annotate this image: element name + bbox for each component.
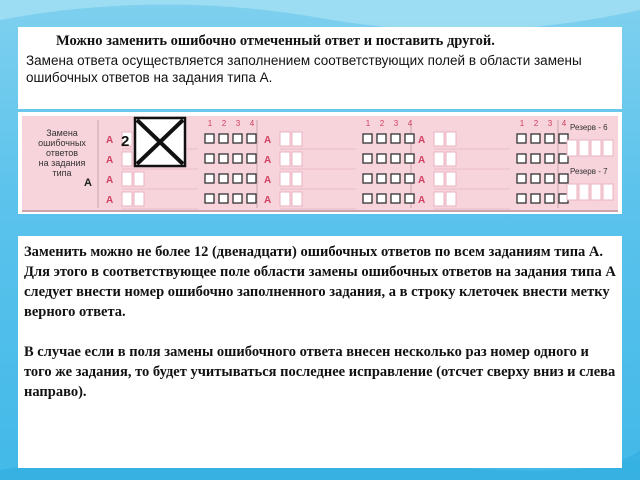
row-letter: А xyxy=(264,155,272,166)
answer-box xyxy=(545,194,554,203)
answer-box xyxy=(559,174,568,183)
answer-box xyxy=(363,174,372,183)
answer-box xyxy=(377,194,386,203)
reserve-cell xyxy=(591,140,601,156)
column-header: 1 xyxy=(519,119,525,128)
reserve-cell xyxy=(579,184,589,200)
answer-box xyxy=(531,134,540,143)
number-cell xyxy=(292,192,302,206)
number-cell xyxy=(434,132,444,146)
number-cell xyxy=(446,192,456,206)
answer-box xyxy=(205,174,214,183)
number-cell xyxy=(280,192,290,206)
row-letter: А xyxy=(106,195,114,206)
answer-box xyxy=(531,194,540,203)
answer-box xyxy=(219,194,228,203)
number-cell xyxy=(280,132,290,146)
column-header: 3 xyxy=(547,119,553,128)
rule-duplicates: В случае если в поля замены ошибочного ответа внесен несколько раз номер одного и того же задания, то будет учитываться последнее исправление (отсчет сверху вниз и слева направо). xyxy=(24,344,616,400)
answer-box xyxy=(233,154,242,163)
row-letter: А xyxy=(264,135,272,146)
reserve-cell xyxy=(567,140,577,156)
form-grid xyxy=(22,116,618,210)
reserve-cell xyxy=(603,184,613,200)
column-header: 1 xyxy=(365,119,371,128)
row-letter: А xyxy=(264,195,272,206)
row-letter: А xyxy=(106,135,114,146)
column-header: 1 xyxy=(207,119,213,128)
reserve-cell xyxy=(579,140,589,156)
row-letter: А xyxy=(418,135,426,146)
answer-box xyxy=(405,174,414,183)
column-header: 2 xyxy=(533,119,539,128)
answer-box xyxy=(377,174,386,183)
column-header: 4 xyxy=(561,119,567,128)
answer-box xyxy=(377,134,386,143)
number-cell xyxy=(122,172,132,186)
intro-box xyxy=(18,27,622,109)
answer-box xyxy=(205,154,214,163)
number-cell xyxy=(292,172,302,186)
number-cell xyxy=(434,192,444,206)
answer-box xyxy=(219,154,228,163)
answer-box xyxy=(545,174,554,183)
replacement-form xyxy=(18,112,622,214)
answer-box xyxy=(205,134,214,143)
answer-box xyxy=(391,154,400,163)
number-cell xyxy=(292,152,302,166)
answer-box xyxy=(391,134,400,143)
answer-box xyxy=(363,194,372,203)
reserve-label: Резерв - 7 xyxy=(570,167,608,176)
number-cell xyxy=(446,172,456,186)
column-header: 4 xyxy=(407,119,413,128)
column-header: 3 xyxy=(235,119,241,128)
answer-box xyxy=(377,154,386,163)
row-letter: А xyxy=(418,175,426,186)
row-letter: А xyxy=(106,155,114,166)
form-left-label: ответов xyxy=(45,148,79,158)
column-header: 3 xyxy=(393,119,399,128)
number-cell xyxy=(280,172,290,186)
answer-box xyxy=(517,174,526,183)
answer-box xyxy=(405,194,414,203)
form-left-label: ошибочных xyxy=(38,138,86,148)
form-left-label-letter: А xyxy=(84,177,92,189)
rule-limit: Заменить можно не более 12 (двенадцати) ошибочных ответов по всем заданиям типа А. xyxy=(24,244,604,260)
rule-procedure: Для этого в соответствующее поле области замены ошибочных ответов на задания типа А следует внести номер ошибочно заполненного задания, а в строку клеточек внести метку верного ответа. xyxy=(24,264,616,320)
row-letter: А xyxy=(418,195,426,206)
reserve-label: Резерв - 6 xyxy=(570,123,608,132)
answer-box xyxy=(363,134,372,143)
reserve-cell xyxy=(591,184,601,200)
answer-box xyxy=(219,174,228,183)
answer-box xyxy=(545,154,554,163)
reserve-cell xyxy=(603,140,613,156)
answer-box xyxy=(247,154,256,163)
form-left-label: типа xyxy=(52,168,72,178)
number-cell xyxy=(446,132,456,146)
answer-box xyxy=(219,134,228,143)
answer-box xyxy=(247,174,256,183)
answer-box xyxy=(517,154,526,163)
answer-box xyxy=(545,134,554,143)
answer-box xyxy=(517,194,526,203)
answer-box xyxy=(233,194,242,203)
answer-box xyxy=(233,134,242,143)
row-letter: А xyxy=(264,175,272,186)
number-cell xyxy=(292,132,302,146)
number-cell xyxy=(134,172,144,186)
number-cell xyxy=(434,172,444,186)
rules-box xyxy=(18,236,622,468)
number-cell xyxy=(122,152,132,166)
column-header: 2 xyxy=(379,119,385,128)
heading: Можно заменить ошибочно отмеченный ответ и поставить другой. xyxy=(56,33,495,49)
number-cell xyxy=(434,152,444,166)
answer-box xyxy=(233,174,242,183)
answer-box xyxy=(531,154,540,163)
number-cell xyxy=(446,152,456,166)
column-header: 2 xyxy=(221,119,227,128)
number-cell xyxy=(122,192,132,206)
answer-box xyxy=(247,134,256,143)
answer-box xyxy=(363,154,372,163)
answer-box xyxy=(205,194,214,203)
form-left-label: Замена xyxy=(46,128,78,138)
answer-box xyxy=(405,154,414,163)
example-number: 2 xyxy=(121,133,130,150)
row-letter: А xyxy=(106,175,114,186)
column-header: 4 xyxy=(249,119,255,128)
answer-box xyxy=(531,174,540,183)
row-letter: А xyxy=(418,155,426,166)
intro-text: Замена ответа осуществляется заполнением соответствующих полей в области замены ошибочных ответов на задания типа А. xyxy=(26,53,582,85)
number-cell xyxy=(280,152,290,166)
answer-box xyxy=(391,194,400,203)
answer-box xyxy=(391,174,400,183)
answer-box xyxy=(517,134,526,143)
reserve-cell xyxy=(567,184,577,200)
form-left-label: на задания xyxy=(38,158,86,168)
form-area xyxy=(22,116,618,212)
answer-box xyxy=(405,134,414,143)
answer-box xyxy=(247,194,256,203)
number-cell xyxy=(134,192,144,206)
